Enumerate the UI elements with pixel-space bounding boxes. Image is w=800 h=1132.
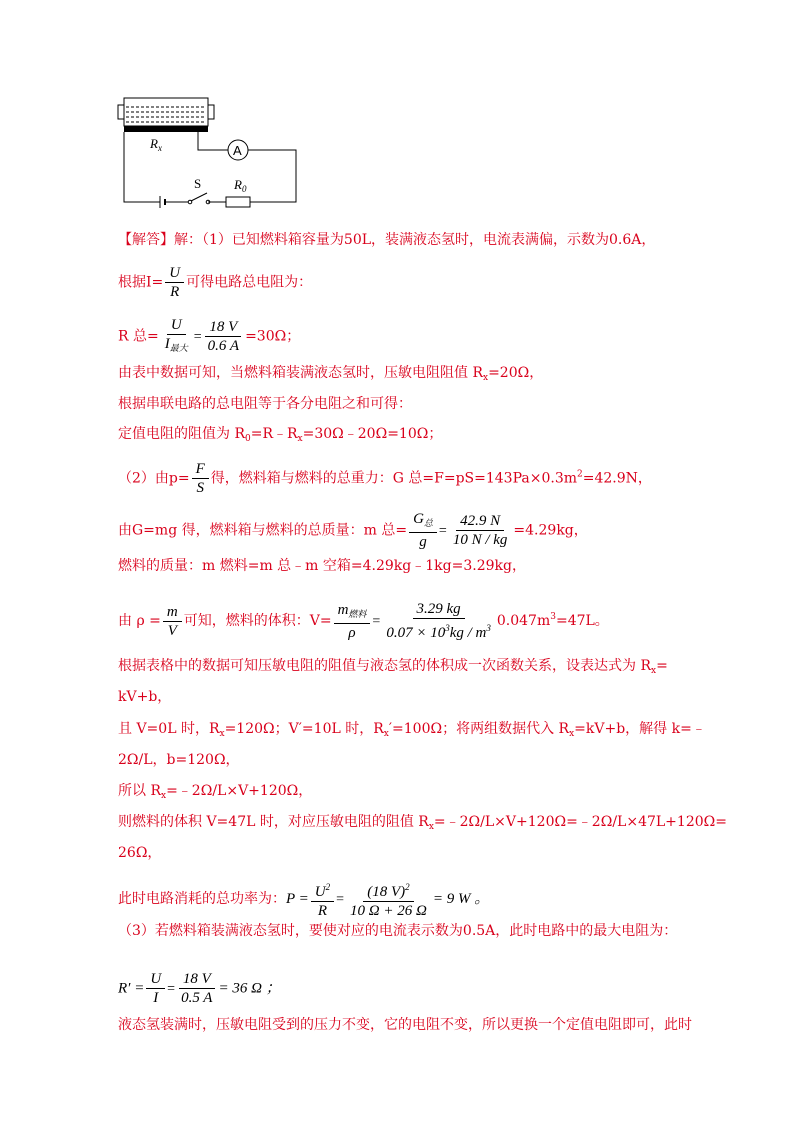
frac-num: F: [192, 460, 209, 479]
frac-den: S: [196, 480, 204, 496]
frac-num: (18 V): [367, 884, 406, 900]
text-segment: =30Ω﹣20Ω=10Ω；: [302, 426, 443, 442]
formula-u2-r: [311, 878, 334, 920]
formula-u-i: [146, 970, 165, 1007]
text-segment: 0.047m: [496, 613, 551, 629]
frac-den: 10 N / kg: [452, 532, 508, 548]
frac-den: I: [153, 990, 159, 1006]
text-segment: 可得电路总电阻为：: [186, 274, 313, 291]
frac-den-sub: 最大: [169, 343, 188, 353]
rx-label: R: [150, 136, 158, 151]
answer-line-10: 由 ρ = $\frac{m}{V}$ 可知，燃料的体积：V= $\frac{m_{燃料}}{\rho}$ = $\frac{3.29 kg}{0.07 \times 10^3kg / m^3}$ $0.047m^3=47L$。: [118, 601, 609, 641]
answer-line-17: 26Ω，: [118, 845, 162, 861]
formula-result: = 9 W 。: [432, 891, 490, 907]
r0-label: R: [234, 177, 242, 192]
answer-line-16: [118, 812, 727, 837]
formula-mass-value: [449, 512, 512, 549]
frac-num: 3.29 kg: [413, 600, 465, 619]
text-segment: （2）由p=: [118, 470, 190, 487]
subscript: x: [428, 822, 434, 832]
superscript: 2: [577, 469, 583, 480]
answer-line-6: [118, 424, 442, 449]
answer-line-19: （3）若燃料箱装满液态氢时，要使对应的电流表示数为0.5A，此时电路中的最大电阻为：: [118, 923, 678, 939]
text-segment: 定值电阻的阻值为 R: [118, 426, 245, 442]
subscript: x: [297, 434, 303, 444]
answer-line-11: [118, 656, 668, 681]
frac-num: U: [165, 264, 184, 283]
frac-num: m: [163, 603, 182, 622]
frac-num: 18 V: [179, 970, 215, 989]
formula-result: = 36 Ω ；: [218, 980, 281, 997]
answer-line-18: 此时电路消耗的总功率为：P = $\frac{U^2}{R}$ = $\frac{(18 V)^2}{10 \Omega + 26 \Omega}$ = 9 W 。: [118, 878, 489, 920]
frac-num: 42.9 N: [456, 512, 504, 531]
frac-den: 0.5 A: [181, 990, 213, 1006]
text-segment: 由G=mg 得，燃料箱与燃料的总质量：m 总=: [118, 522, 408, 539]
subscript: x: [569, 729, 575, 739]
frac-den: 0.07 × 10: [386, 625, 446, 641]
formula-rprime-value: [177, 970, 216, 1007]
pressure-sensor: [124, 126, 208, 132]
frac-num: m: [337, 601, 349, 618]
answer-line-12: kV+b，: [118, 689, 172, 705]
answer-line-9: 燃料的质量：m 燃料=m 总﹣m 空箱=4.29kg﹣1kg=3.29kg，: [118, 558, 526, 574]
text-segment: =4.29kg，: [513, 522, 588, 539]
text-segment: ′=100Ω；将两组数据代入 R: [388, 721, 570, 737]
text-segment: =R﹣R: [250, 426, 298, 442]
text-segment: 此时电路消耗的总功率为：: [118, 891, 286, 907]
subscript: 0: [245, 434, 251, 444]
answer-line-14: 2Ω/L，b=120Ω，: [118, 752, 240, 768]
text-segment: =30Ω；: [245, 328, 301, 345]
answer-line-21: 液态氢装满时，压敏电阻受到的压力不变，它的电阻不变，所以更换一个定值电阻即可，此时: [118, 1017, 692, 1033]
text-segment: 由 ρ =: [118, 613, 161, 629]
formula-g-total: [409, 510, 437, 551]
frac-num-sub: 燃料: [348, 608, 367, 619]
r0-label-sub: 0: [241, 184, 247, 194]
text-segment: R 总=: [118, 328, 159, 345]
switch-label: S: [194, 176, 202, 191]
answer-line-1: 【解答】解：（1）已知燃料箱容量为50L，装满液态氢时，电流表满偏，示数为0.6A，: [118, 232, 656, 248]
frac-num: U: [146, 970, 165, 989]
text-segment: 根据表格中的数据可知压敏电阻的阻值与液态氢的体积成一次函数关系，设表达式为 R: [118, 658, 651, 674]
frac-den: V: [167, 622, 177, 639]
subscript: x: [383, 729, 389, 739]
frac-den: g: [419, 534, 427, 550]
formula-i-u-r: [165, 264, 184, 301]
text-segment: 由表中数据可知，当燃料箱装满液态氢时，压敏电阻阻值 R: [118, 365, 483, 381]
subscript: x: [219, 729, 225, 739]
frac-num: U: [167, 316, 186, 335]
rx-label-sub: x: [157, 143, 162, 153]
formula-p: P =: [286, 891, 309, 907]
subscript: x: [651, 666, 657, 676]
circuit-diagram: [110, 90, 310, 220]
frac-den: 10 Ω + 26 Ω: [350, 903, 427, 919]
formula-rho: [163, 603, 182, 640]
frac-den-unit: kg / m: [449, 625, 487, 641]
formula-power-value: [346, 878, 431, 920]
frac-den: R: [317, 903, 328, 919]
formula-rprime: R′ =: [118, 980, 145, 997]
subscript: x: [161, 791, 167, 801]
superscript: 2: [405, 882, 410, 892]
text-segment: 根据I=: [118, 274, 164, 291]
frac-num-sub: 总: [423, 518, 433, 528]
text-segment: =120Ω；V′=10L 时，R: [224, 721, 384, 737]
formula-p-f-s: [192, 460, 209, 497]
ammeter-label: A: [233, 143, 242, 158]
text-segment: 且 V=0L 时，R: [118, 721, 220, 737]
superscript: 3: [486, 623, 491, 633]
answer-line-7: [118, 460, 652, 497]
resistor-r0: [226, 197, 250, 207]
svg-text:R0: [233, 177, 247, 194]
text-segment: 可知，燃料的体积：V=: [183, 613, 332, 629]
text-segment: 所以 R: [118, 783, 161, 799]
text-segment: =20Ω，: [488, 365, 544, 381]
formula-r-value: [204, 318, 243, 355]
frac-num: U: [314, 884, 326, 900]
frac-num: 18 V: [205, 318, 241, 337]
text-segment: =﹣2Ω/L×V+120Ω，: [166, 783, 313, 799]
text-segment: 得，燃料箱与燃料的总重力：G 总=F=pS=143Pa×0.3m: [210, 470, 578, 487]
switch: [191, 193, 207, 201]
frac-num: G: [413, 511, 424, 527]
answer-line-4: [118, 363, 543, 388]
answer-line-3: R 总= $\frac{U}{I_{最大}}$ = $\frac{18 V}{0.6 A}$ =30Ω；: [118, 316, 300, 357]
answer-line-20: R′ = $\frac{U}{I}$ = $\frac{18 V}{0.5 A}$ = 36 Ω ；: [118, 971, 281, 1006]
text-segment: =kV+b，解得 k=﹣: [574, 721, 706, 737]
frac-den: R: [170, 284, 180, 300]
answer-line-13: [118, 719, 706, 744]
formula-r-total: [161, 316, 192, 357]
answer-line-5: 根据串联电路的总电阻等于各分电阻之和可得：: [118, 396, 412, 412]
text-segment: =47L。: [555, 613, 609, 629]
answer-line-2: [118, 264, 312, 301]
text-segment: 则燃料的体积 V=47L 时，对应压敏电阻的阻值 R: [118, 814, 429, 830]
formula-volume: [334, 601, 371, 642]
subscript: x: [483, 373, 489, 383]
text-segment: =: [656, 658, 668, 674]
superscript: 3: [445, 623, 450, 633]
superscript: 2: [325, 882, 331, 892]
frac-den: I: [164, 336, 170, 352]
superscript: 3: [550, 612, 556, 622]
text-segment: =﹣2Ω/L×V+120Ω=﹣2Ω/L×47L+120Ω=: [433, 814, 727, 830]
formula-volume-value: [382, 600, 495, 642]
answer-line-15: [118, 781, 312, 806]
answer-line-8: 由G=mg 得，燃料箱与燃料的总质量：m 总= $\frac{G_总}{g}$ = $\frac{42.9 N}{10 N / kg}$ =4.29kg，: [118, 511, 588, 550]
svg-text:Rx: [149, 136, 162, 153]
frac-den: 0.6 A: [207, 338, 240, 354]
frac-den: ρ: [348, 624, 356, 641]
text-segment: =42.9N，: [582, 470, 652, 487]
